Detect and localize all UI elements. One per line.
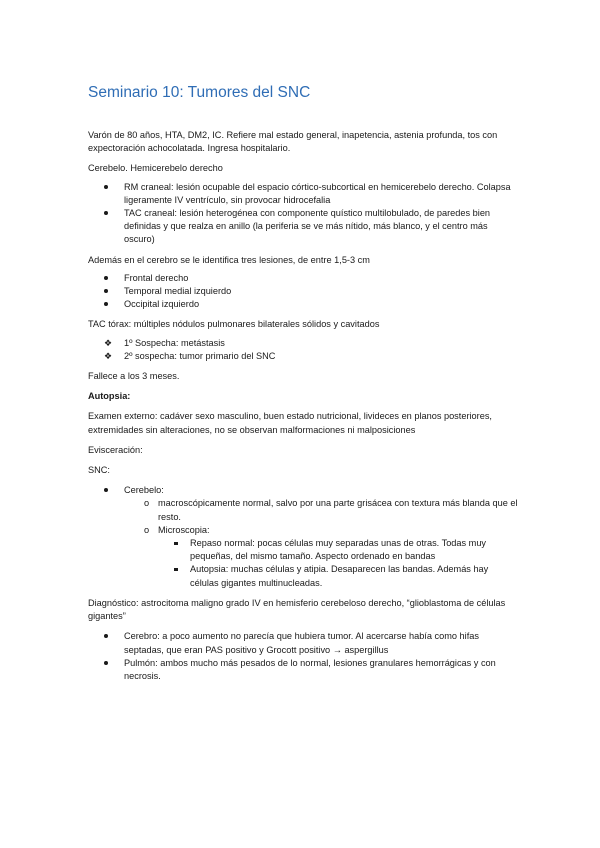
list-item: Temporal medial izquierdo <box>88 285 518 298</box>
list-item: Cerebelo: <box>88 484 518 497</box>
bullet-icon <box>104 484 118 497</box>
document-body <box>88 129 518 690</box>
snc-heading: SNC: <box>88 465 110 476</box>
cerebelo-list <box>88 181 518 247</box>
list-item: TAC craneal: lesión heterogénea con componente quístico multilobulado, de paredes bien definidas y que realza en anillo (la periferia se ve más nítido, más blanco, y el centro más oscuro) <box>88 207 518 247</box>
bullet-icon <box>104 285 118 298</box>
diagnostico: Diagnóstico: astrocitoma maligno grado IV en hemisferio cerebeloso derecho, “glioblastoma de células gigantes” <box>88 597 506 622</box>
four-diamond-bullet-icon: ❖ <box>104 337 113 348</box>
list-item: ❖ 2º sospecha: tumor primario del SNC <box>88 350 518 363</box>
list-item: RM craneal: lesión ocupable del espacio córtico-subcortical en hemicerebelo derecho. Colapsa ligeramente IV ventrículo, sin provocar hidrocefalia <box>88 181 518 207</box>
bullet-icon <box>104 630 118 643</box>
cerebro-heading: Además en el cerebro se le identifica tres lesiones, de entre 1,5-3 cm <box>88 254 370 265</box>
case-intro: Varón de 80 años, HTA, DM2, IC. Refiere mal estado general, inapetencia, astenia profunda, tos con expectoración achocolatada. Ingresa hospitalario. <box>88 130 498 154</box>
bullet-icon <box>104 272 118 285</box>
examen-externo: Examen externo: cadáver sexo masculino, buen estado nutricional, livideces en planos posteriores, extremidades sin alteraciones, no se observan malformaciones ni malposiciones <box>88 411 492 435</box>
list-item: o Microscopia: <box>88 524 518 537</box>
page-title: Seminario 10: Tumores del SNC <box>88 84 311 101</box>
fallece-text: Fallece a los 3 meses. <box>88 371 180 382</box>
tac-torax: TAC tórax: múltiples nódulos pulmonares bilaterales sólidos y cavitados <box>88 319 380 330</box>
list-item: Frontal derecho <box>88 272 518 285</box>
square-bullet-icon <box>174 537 178 550</box>
square-bullet-icon <box>174 563 178 576</box>
autopsia-heading: Autopsia: <box>88 391 131 402</box>
list-item: o macroscópicamente normal, salvo por una parte grisácea con textura más blanda que el resto. <box>144 498 518 522</box>
list-item: Cerebro: a poco aumento no parecía que hubiera tumor. Al acercarse había como hifas septadas, que eran PAS positivo y Grocott positivo → aspergillus <box>88 630 518 656</box>
bullet-icon <box>104 657 118 670</box>
list-item: ❖ 1º Sospecha: metástasis <box>88 337 518 350</box>
list-item: Pulmón: ambos mucho más pesados de lo normal, lesiones granulares hemorrágicas y con necrosis. <box>88 657 518 683</box>
evisceracion-heading: Evisceración: <box>88 444 143 455</box>
bullet-icon <box>104 207 118 220</box>
bullet-icon <box>104 298 118 311</box>
four-diamond-bullet-icon: ❖ <box>104 350 113 361</box>
cerebro-list <box>88 272 518 312</box>
sospechas-list <box>88 337 518 363</box>
snc-tree <box>88 484 518 590</box>
cerebelo-heading: Cerebelo. Hemicerebelo derecho <box>88 163 223 174</box>
circle-bullet-icon: o <box>144 498 150 509</box>
circle-bullet-icon: o <box>144 524 150 535</box>
list-item: Repaso normal: pocas células muy separadas unas de otras. Todas muy pequeñas, del mismo tamaño. Aspecto ordenado en bandas <box>88 537 518 563</box>
list-item: Autopsia: muchas células y atipia. Desaparecen las bandas. Además hay células gigantes multinucleadas. <box>88 563 518 589</box>
list-item: Occipital izquierdo <box>88 298 518 311</box>
final-list <box>88 630 518 683</box>
bullet-icon <box>104 181 118 194</box>
